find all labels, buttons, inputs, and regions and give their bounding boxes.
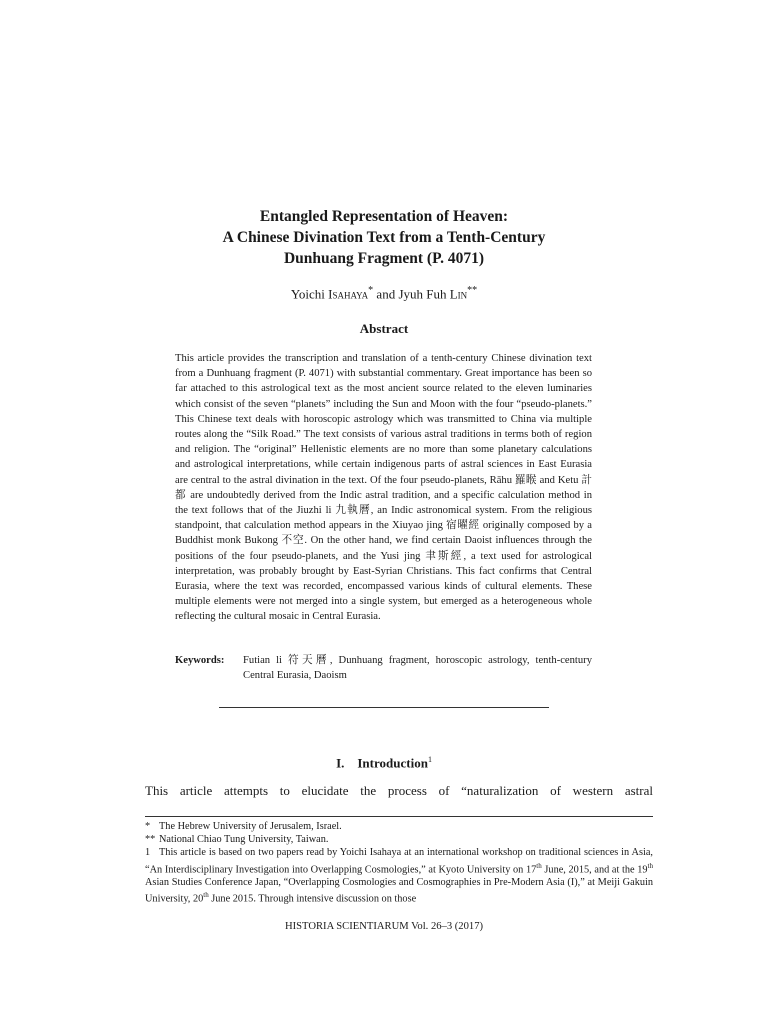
section-heading-text: I. Introduction bbox=[336, 755, 428, 771]
first-author-given: Yoichi bbox=[290, 286, 329, 302]
title-line-1: Entangled Representation of Heaven: bbox=[259, 208, 509, 225]
section-heading bbox=[100, 755, 668, 771]
journal-footer: HISTORIA SCIENTIARUM Vol. 26–3 (2017) bbox=[284, 921, 484, 932]
footnote-3-mark: 1 bbox=[145, 847, 151, 859]
footnote-1 bbox=[145, 820, 653, 833]
second-author-mark: ** bbox=[467, 285, 478, 296]
footnote-3-text-a: This article is based on two papers read by Yoichi Isahaya at an international workshop on traditional sciences in Asia, “An Interdisciplinary Investigation into Overlapping Cosmologies,” at Kyoto University on 17 bbox=[145, 847, 653, 876]
footnote-3 bbox=[145, 846, 653, 906]
footnotes bbox=[145, 820, 653, 906]
footnote-2-mark: ** bbox=[145, 834, 156, 846]
footnote-3-text-c: Asian Studies Conference Japan, “Overlapping Cosmologies and Cosmographies in Pre-Modern Asia (I),” at Meiji Gakuin University, 20 bbox=[145, 877, 653, 905]
abstract-heading: Abstract bbox=[359, 321, 409, 336]
title-line-3: Dunhuang Fragment (P. 4071) bbox=[283, 250, 485, 267]
article-title bbox=[100, 206, 668, 269]
keywords bbox=[175, 653, 592, 683]
footnote-2 bbox=[145, 833, 653, 846]
author-line bbox=[100, 285, 668, 302]
abstract-divider bbox=[219, 707, 549, 708]
footnote-1-text: The Hebrew University of Jerusalem, Israel. bbox=[159, 821, 342, 832]
author-joiner: and Jyuh Fuh bbox=[373, 286, 450, 302]
first-author-mark: * bbox=[368, 285, 374, 296]
keywords-label: Keywords: bbox=[175, 655, 225, 666]
footnote-3-sup-c: th bbox=[203, 891, 209, 900]
keywords-text: Futian li 符天曆, Dunhuang fragment, horoscopic astrology, tenth-century Central Eurasia, Daoism bbox=[243, 655, 592, 682]
abstract-body: This article provides the transcription and translation of a tenth-century Chinese divination text from a Dunhuang fragment (P. 4071) with substantial commentary. Great importance has been so far attached to this astrological text as the most ancient source related to the eleven luminaries which consist of the seven “planets” including the Sun and Moon with the four “pseudo-planets.” This Chinese text deals with horoscopic astrology which was transmitted to China via multiple routes along the “Silk Road.” The text consists of various astral traditions in terms both of region and religion. The “original” Hellenistic elements are no more than some planetary calculations and astrological interpretations, while certain indigenous parts of astral sciences in East Eurasia are central to the astral divination in the text. Of the four pseudo-planets, Rāhu 羅睺 and Ketu 計都 are undoubtedly derived from the Indic astral tradition, and a specific calculation method in the text follows that of the Jiuzhi li 九執曆, an Indic astronomical system. From the religious standpoint, that calculation method appears in the Xiuyao jing 宿曜經 originally composed by a Buddhist monk Bukong 不空. On the other hand, we find certain Daoist influences through the positions of the four pseudo-planets, and the Yusi jing 聿斯經, a text used for astrological interpretation, was probably brought by East-Syrian Christians. This fact confirms that Central Eurasia, where the text was recorded, encompassed various kinds of cultural elements. These multiple elements were not merged into a single system, but emerged as a heterogeneous whole reflecting the cultural mosaic in Central Eurasia. bbox=[175, 353, 592, 623]
footnote-divider bbox=[145, 816, 653, 817]
footnote-3-sup-a: th bbox=[536, 861, 542, 870]
footnote-3-text-b: June, 2015, and at the 19 bbox=[541, 864, 648, 876]
footnote-3-sup-b: th bbox=[647, 861, 653, 870]
intro-first-line: This article attempts to elucidate the process of “naturalization of western astral bbox=[145, 783, 653, 798]
section-note-mark: 1 bbox=[427, 755, 432, 764]
title-line-2: A Chinese Divination Text from a Tenth-Century bbox=[222, 229, 546, 246]
footnote-2-text: National Chiao Tung University, Taiwan. bbox=[159, 834, 329, 846]
footnote-3-text-d: June 2015. Through intensive discussion on those bbox=[208, 893, 417, 905]
first-author-family: Isahaya bbox=[328, 286, 369, 302]
second-author-family: Lin bbox=[449, 286, 468, 302]
footnote-1-mark: * bbox=[145, 821, 151, 832]
